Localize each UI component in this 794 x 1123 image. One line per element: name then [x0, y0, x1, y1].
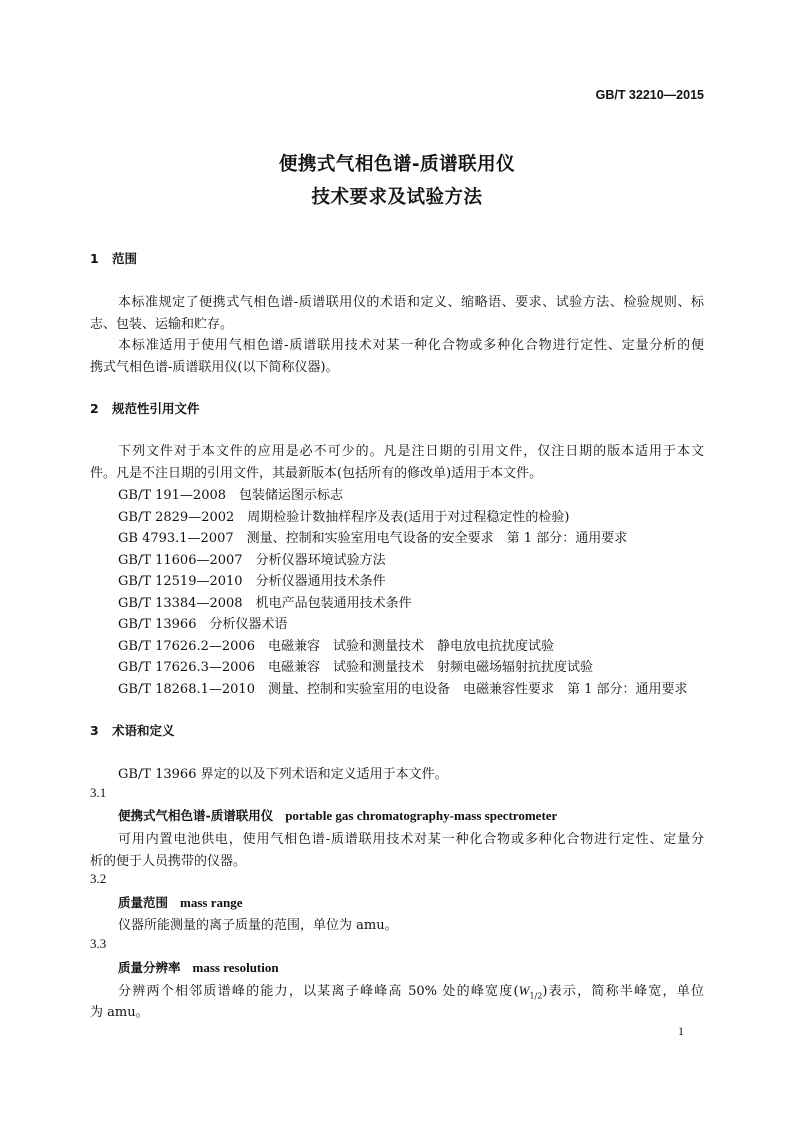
term-en: mass resolution [192, 960, 279, 975]
section-number: 2 [90, 401, 99, 416]
definition-text: )表示，简称半峰宽，单位 [542, 984, 704, 999]
term-en: mass range [180, 895, 243, 910]
reference-title: 电磁兼容 试验和测量技术 射频电磁场辐射抗扰度试验 [267, 660, 593, 675]
reference-title: 测量、控制和实验室用的电设备 电磁兼容性要求 第 1 部分：通用要求 [267, 682, 688, 697]
reference-code: GB/T 12519—2010 [118, 574, 243, 589]
reference-item [118, 506, 569, 525]
section-title: 范围 [112, 251, 138, 266]
reference-item [118, 678, 688, 697]
term-definition: 析的便于人员携带的仪器。 [90, 854, 247, 869]
page-number: 1 [678, 1024, 684, 1038]
reference-item [118, 656, 593, 675]
term-heading [118, 893, 242, 911]
reference-code: GB 4793.1—2007 [118, 531, 234, 546]
section-number: 3 [90, 723, 99, 738]
reference-title: 分析仪器术语 [209, 617, 288, 632]
section-title: 规范性引用文件 [112, 401, 200, 416]
reference-code: GB/T 191—2008 [118, 488, 227, 503]
reference-code: GB/T 17626.3—2006 [118, 660, 255, 675]
reference-code: GB/T 17626.2—2006 [118, 639, 255, 654]
section-2-heading [90, 399, 200, 417]
term-definition: 仪器所能测量的离子质量的范围，单位为 amu。 [118, 918, 398, 933]
reference-code: GB/T 13966 [118, 617, 197, 632]
term-en: portable gas chromatography-mass spectrometer [285, 808, 558, 823]
reference-item [118, 527, 627, 546]
term-zh: 质量分辨率 [118, 960, 181, 975]
clause-number: 3.3 [90, 936, 107, 951]
reference-item [118, 484, 343, 503]
term-definition: 可用内置电池供电，使用气相色谱-质谱联用技术对某一种化合物或多种化合物进行定性、定量分 [118, 832, 704, 847]
paragraph: 志、包装、运输和贮存。 [90, 317, 234, 332]
term-definition [118, 980, 704, 1001]
term-zh: 质量范围 [118, 895, 169, 910]
reference-item [118, 635, 554, 654]
definition-text: 分辨两个相邻质谱峰的能力，以某离子峰峰高 50% 处的峰宽度( [118, 984, 519, 999]
paragraph: 本标准规定了便携式气相色谱-质谱联用仪的术语和定义、缩略语、要求、试验方法、检验规则、标 [118, 295, 704, 310]
reference-title: 包装储运图示标志 [239, 488, 344, 503]
term-heading [118, 958, 279, 976]
paragraph: 携式气相色谱-质谱联用仪(以下简称仪器)。 [90, 360, 339, 375]
reference-title: 测量、控制和实验室用电气设备的安全要求 第 1 部分：通用要求 [246, 531, 628, 546]
section-title: 术语和定义 [112, 723, 175, 738]
reference-title: 分析仪器环境试验方法 [255, 553, 386, 568]
reference-title: 机电产品包装通用技术条件 [255, 596, 412, 611]
reference-code: GB/T 13384—2008 [118, 596, 243, 611]
paragraph: 本标准适用于使用气相色谱-质谱联用技术对某一种化合物或多种化合物进行定性、定量分析的便 [118, 338, 704, 353]
reference-item [118, 592, 412, 611]
paragraph: GB/T 13966 界定的以及下列术语和定义适用于本文件。 [118, 767, 448, 782]
clause-number: 3.1 [90, 785, 107, 800]
reference-item [118, 613, 288, 632]
title-line-2: 技术要求及试验方法 [311, 187, 483, 208]
reference-item [118, 570, 386, 589]
section-3-heading [90, 721, 175, 739]
reference-title: 电磁兼容 试验和测量技术 静电放电抗扰度试验 [267, 639, 554, 654]
reference-title: 分析仪器通用技术条件 [255, 574, 386, 589]
reference-code: GB/T 18268.1—2010 [118, 682, 255, 697]
clause-number: 3.2 [90, 871, 107, 886]
term-zh: 便携式气相色谱-质谱联用仪 [118, 808, 274, 823]
section-number: 1 [90, 251, 99, 266]
paragraph: 下列文件对于本文件的应用是必不可少的。凡是注日期的引用文件，仅注日期的版本适用于本文 [118, 444, 704, 459]
variable-subscript: 1/2 [529, 991, 543, 1001]
reference-title: 周期检验计数抽样程序及表(适用于对过程稳定性的检验) [247, 510, 570, 525]
reference-code: GB/T 11606—2007 [118, 553, 243, 568]
term-definition: 为 amu。 [90, 1005, 149, 1020]
reference-item [118, 549, 386, 568]
section-1-heading [90, 249, 137, 267]
variable-symbol: W [518, 983, 530, 998]
reference-code: GB/T 2829—2002 [118, 510, 235, 525]
term-heading [118, 806, 557, 824]
paragraph: 件。凡是不注日期的引用文件，其最新版本(包括所有的修改单)适用于本文件。 [90, 466, 543, 481]
standard-number: GB/T 32210—2015 [595, 88, 704, 102]
title-line-1: 便携式气相色谱-质谱联用仪 [278, 154, 516, 175]
